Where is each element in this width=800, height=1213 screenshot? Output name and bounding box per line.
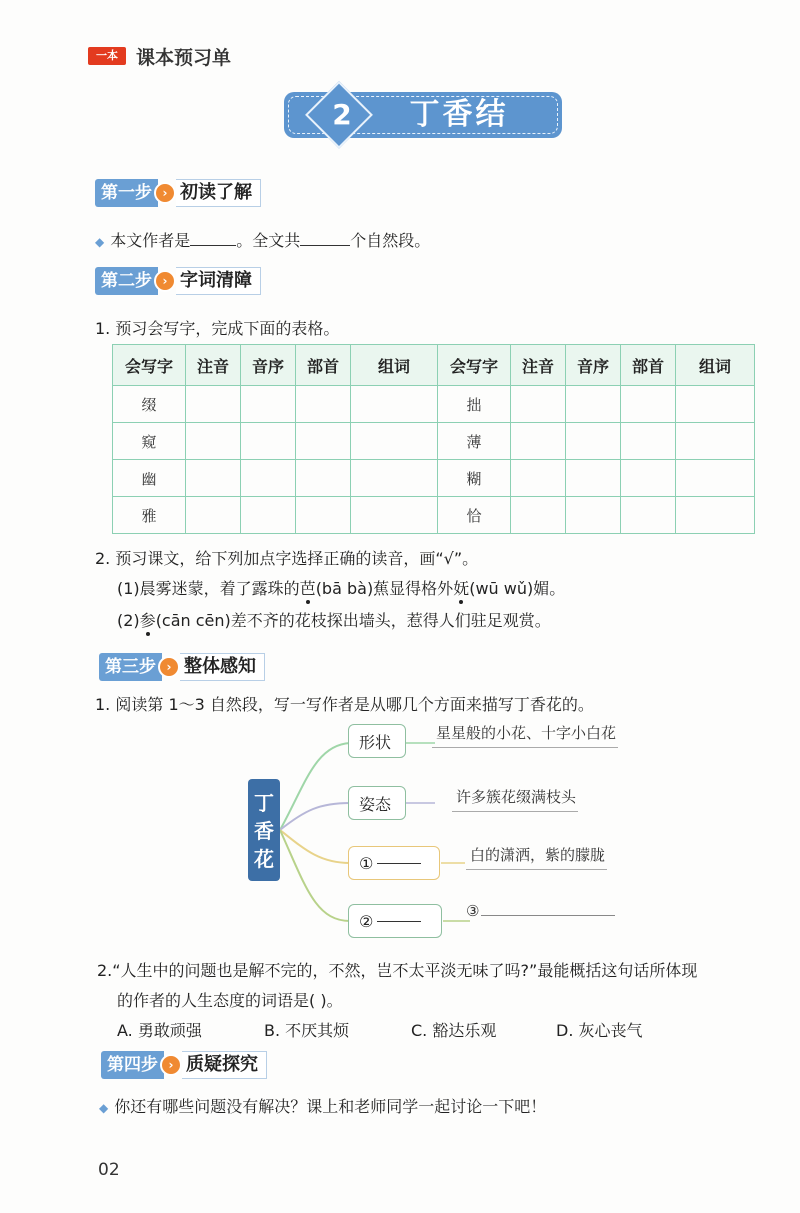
- table-cell-character: 糊: [438, 460, 511, 497]
- arrow-right-icon: ›: [154, 270, 176, 292]
- table-header-row: [113, 345, 755, 386]
- table-cell-input[interactable]: [186, 423, 241, 460]
- step-3-question-1: 1. 阅读第 1～3 自然段，写一写作者是从哪几个方面来描写丁香花的。: [95, 695, 594, 714]
- arrow-right-icon: ›: [160, 1054, 182, 1076]
- table-row: [113, 497, 755, 534]
- choice-a[interactable]: A. 勇敢顽强: [117, 1021, 202, 1040]
- answer-blank[interactable]: [481, 915, 615, 916]
- table-row: [113, 386, 755, 423]
- step-3-question-2-line-2[interactable]: 的作者的人生态度的词语是( )。: [117, 991, 343, 1010]
- table-cell-input[interactable]: [566, 386, 621, 423]
- table-cell-input[interactable]: [186, 386, 241, 423]
- lesson-number: 2: [332, 98, 352, 131]
- brand-title: 课本预习单: [136, 47, 232, 69]
- lesson-title: 丁香结: [409, 97, 509, 132]
- table-cell-input[interactable]: [241, 497, 296, 534]
- table-header: 会写字: [438, 345, 511, 386]
- table-cell-input[interactable]: [566, 460, 621, 497]
- step-title: 初读了解: [176, 179, 261, 207]
- paragraph-count-blank[interactable]: [300, 245, 350, 246]
- table-cell-input[interactable]: [296, 497, 351, 534]
- step-2-heading: [95, 266, 261, 296]
- table-cell-character: 窥: [113, 423, 186, 460]
- step-4-heading: [101, 1050, 267, 1080]
- table-cell-input[interactable]: [511, 386, 566, 423]
- table-cell-input[interactable]: [676, 423, 755, 460]
- step-2-question-2: 2. 预习课文，给下列加点字选择正确的读音，画“√”。: [95, 549, 479, 568]
- mind-map-desc-color: 白的潇洒，紫的朦胧: [466, 844, 607, 870]
- table-header: 注音: [511, 345, 566, 386]
- step-1-prompt: ◆ 本文作者是 。全文共 个自然段。: [95, 231, 431, 250]
- table-cell-input[interactable]: [621, 423, 676, 460]
- table-cell-input[interactable]: [676, 386, 755, 423]
- table-cell-input[interactable]: [296, 460, 351, 497]
- table-cell-input[interactable]: [621, 497, 676, 534]
- dotted-character: 芭: [299, 579, 316, 598]
- pronunciation-item-1: (1)晨雾迷蒙，着了露珠的芭(bā bà)蕉显得格外妩(wū wǔ)媚。: [117, 579, 566, 598]
- mind-map-desc-blank-3[interactable]: ③: [466, 902, 615, 920]
- brand-tag: 一本: [88, 47, 126, 65]
- dotted-character: 参: [139, 611, 156, 630]
- dotted-character: 妩: [453, 579, 470, 598]
- table-cell-input[interactable]: [511, 423, 566, 460]
- step-label: 第三步: [99, 653, 162, 681]
- table-cell-input[interactable]: [511, 497, 566, 534]
- pronunciation-item-2: (2)参(cān cēn)差不齐的花枝探出墙头，惹得人们驻足观赏。: [117, 611, 551, 630]
- pinyin-options[interactable]: (cān cēn)差不齐的花枝探出墙头，惹得人们驻足观赏。: [155, 611, 551, 630]
- step-2-question-1: 1. 预习会写字，完成下面的表格。: [95, 319, 340, 338]
- author-blank[interactable]: [190, 245, 236, 246]
- page-number: 02: [98, 1160, 120, 1180]
- choice-c[interactable]: C. 豁达乐观: [411, 1021, 497, 1040]
- choice-d[interactable]: D. 灰心丧气: [556, 1021, 643, 1040]
- table-cell-input[interactable]: [351, 386, 438, 423]
- table-cell-input[interactable]: [351, 460, 438, 497]
- table-cell-input[interactable]: [511, 460, 566, 497]
- mind-map-node-posture: 姿态: [348, 786, 406, 820]
- table-header: 组词: [676, 345, 755, 386]
- table-row: [113, 460, 755, 497]
- mind-map-node-shape: 形状: [348, 724, 406, 758]
- table-cell-input[interactable]: [566, 423, 621, 460]
- table-cell-input[interactable]: [566, 497, 621, 534]
- table-row: [113, 423, 755, 460]
- step-title: 质疑探究: [182, 1051, 267, 1079]
- pinyin-options[interactable]: (wū wǔ)媚。: [469, 579, 566, 598]
- step-4-prompt: ◆ 你还有哪些问题没有解决？课上和老师同学一起讨论一下吧！: [99, 1097, 547, 1116]
- table-cell-input[interactable]: [241, 423, 296, 460]
- table-cell-character: 幽: [113, 460, 186, 497]
- table-cell-input[interactable]: [296, 423, 351, 460]
- table-header: 音序: [566, 345, 621, 386]
- step-1-heading: [95, 178, 261, 208]
- answer-blank[interactable]: [377, 863, 421, 864]
- table-cell-character: 薄: [438, 423, 511, 460]
- table-cell-input[interactable]: [296, 386, 351, 423]
- arrow-right-icon: ›: [158, 656, 180, 678]
- table-cell-input[interactable]: [676, 497, 755, 534]
- character-table: [112, 344, 755, 534]
- step-label: 第四步: [101, 1051, 164, 1079]
- mind-map-root: 丁香花: [248, 779, 280, 881]
- step-label: 第一步: [95, 179, 158, 207]
- table-cell-character: 缀: [113, 386, 186, 423]
- table-cell-character: 拙: [438, 386, 511, 423]
- table-cell-input[interactable]: [621, 460, 676, 497]
- answer-blank[interactable]: [377, 921, 421, 922]
- table-header: 部首: [296, 345, 351, 386]
- step-title: 整体感知: [180, 653, 265, 681]
- table-cell-input[interactable]: [351, 423, 438, 460]
- table-cell-character: 雅: [113, 497, 186, 534]
- mind-map-node-blank-2[interactable]: ②: [348, 904, 442, 938]
- table-cell-input[interactable]: [186, 497, 241, 534]
- mind-map-desc-shape: 星星般的小花、十字小白花: [432, 722, 618, 748]
- table-cell-input[interactable]: [621, 386, 676, 423]
- table-header: 注音: [186, 345, 241, 386]
- table-cell-input[interactable]: [241, 386, 296, 423]
- mind-map-node-blank-1[interactable]: ①: [348, 846, 440, 880]
- arrow-right-icon: ›: [154, 182, 176, 204]
- table-cell-input[interactable]: [676, 460, 755, 497]
- table-header: 组词: [351, 345, 438, 386]
- pinyin-options[interactable]: (bā bà)蕉显得格外: [315, 579, 454, 598]
- table-header: 音序: [241, 345, 296, 386]
- table-cell-character: 恰: [438, 497, 511, 534]
- diamond-bullet-icon: ◆: [95, 235, 105, 249]
- table-cell-input[interactable]: [186, 460, 241, 497]
- choice-b[interactable]: B. 不厌其烦: [264, 1021, 350, 1040]
- step-3-question-2-line-1: 2.“人生中的问题也是解不完的，不然，岂不太平淡无味了吗?”最能概括这句话所体现: [97, 961, 698, 980]
- table-cell-input[interactable]: [241, 460, 296, 497]
- mind-map-desc-posture: 许多簇花缀满枝头: [452, 786, 578, 812]
- table-cell-input[interactable]: [351, 497, 438, 534]
- table-header: 会写字: [113, 345, 186, 386]
- diamond-bullet-icon: ◆: [99, 1101, 109, 1115]
- step-label: 第二步: [95, 267, 158, 295]
- table-header: 部首: [621, 345, 676, 386]
- step-title: 字词清障: [176, 267, 261, 295]
- step-3-heading: [99, 652, 265, 682]
